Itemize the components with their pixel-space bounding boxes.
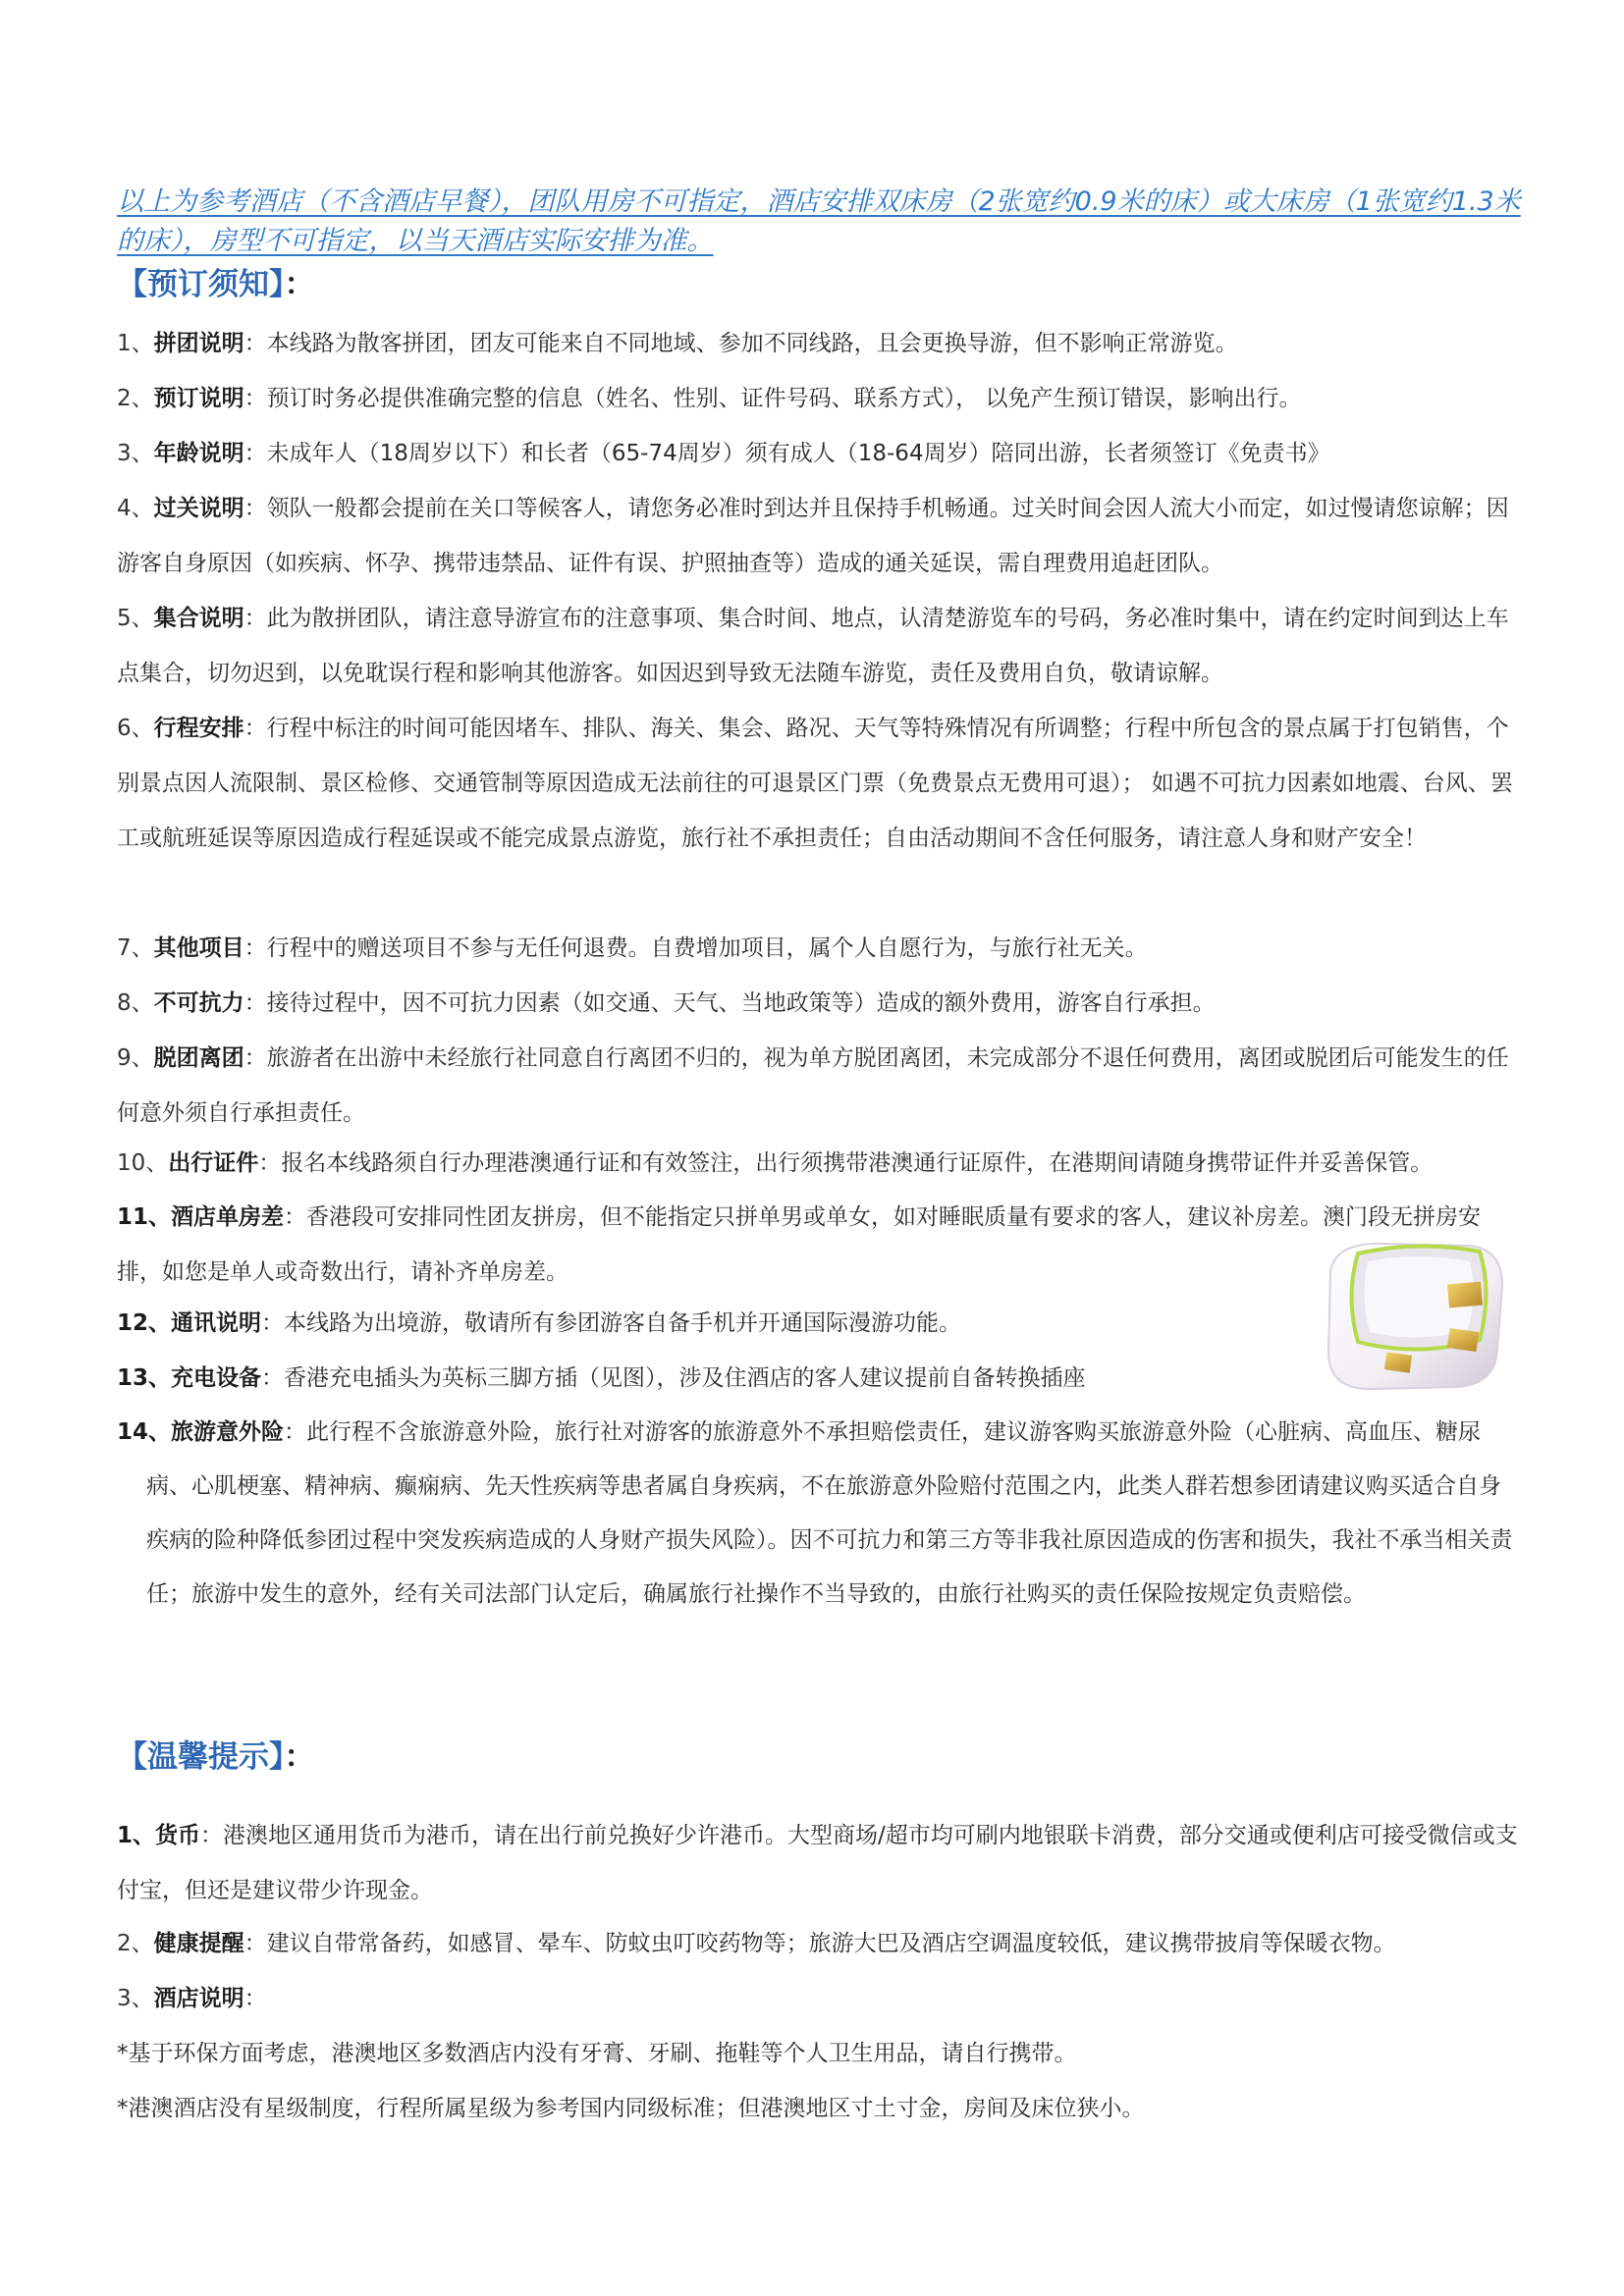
tips-item-3 <box>117 1971 1521 2026</box>
booking-item-8 <box>117 976 1521 1031</box>
item-number: 1、 <box>117 1823 156 1848</box>
item-text: ：领队一般都会提前在关口等候客人，请您务必准时到达并且保持手机畅通。过关时间会因人流大小而定，如过慢请您谅解；因游客自身原因（如疾病、怀孕、携带违禁品、证件有误、护照抽查等）造成的通关延误，需自理费用追赶团队。 <box>117 496 1509 576</box>
booking-item-1 <box>117 316 1521 371</box>
item-label: 脱团离团 <box>153 1045 244 1071</box>
item-number: 10、 <box>117 1150 169 1176</box>
item-text: ：建议自带常备药，如感冒、晕车、防蚊虫叮咬药物等；旅游大巴及酒店空调温度较低，建议携带披肩等保暖衣物。 <box>244 1931 1396 1956</box>
item-label: 其他项目 <box>153 935 244 961</box>
item-text: ：此行程不含旅游意外险，旅行社对游客的旅游意外不承担赔偿责任，建议游客购买旅游意外险（心脏病、高血压、糖尿病、心肌梗塞、精神病、癫痫病、先天性疾病等患者属自身疾病，不在旅游意外险赔付范围之内，此类人群若想参团请建议购买适合自身疾病的险种降低参团过程中突发疾病造成的人身财产损失风险）。因不可抗力和第三方等非我社原因造成的伤害和损失，我社不承当相关责任；旅游中发生的意外，经有关司法部门认定后，确属旅行社操作不当导致的，由旅行社购买的责任保险按规定负责赔偿。 <box>146 1419 1513 1607</box>
item-text: ：报名本线路须自行办理港澳通行证和有效签注，出行须携带港澳通行证原件，在港期间请随身携带证件并妥善保管。 <box>258 1150 1434 1176</box>
uk-plug-adapter-image <box>1301 1232 1537 1399</box>
item-text: ：本线路为散客拼团，团友可能来自不同地域、参加不同线路，且会更换导游，但不影响正常游览。 <box>244 331 1238 356</box>
item-text: ：接待过程中，因不可抗力因素（如交通、天气、当地政策等）造成的额外费用，游客自行承担。 <box>244 990 1216 1016</box>
booking-item-13 <box>117 1351 1285 1406</box>
item-label: 酒店说明 <box>153 1986 244 2011</box>
item-text: ：香港段可安排同性团友拼房，但不能指定只拼单男或单女，如对睡眠质量有要求的客人，建议补房差。澳门段无拼房安排，如您是单人或奇数出行，请补齐单房差。 <box>117 1204 1482 1285</box>
item-number: 6、 <box>117 716 154 741</box>
booking-title-text: 【预订须知】 <box>117 267 285 302</box>
tips-item-1 <box>117 1808 1521 1918</box>
item-number: 8、 <box>117 990 154 1016</box>
item-number: 1、 <box>117 331 154 356</box>
item-label: 不可抗力 <box>153 990 244 1016</box>
item-text: ： <box>244 1986 267 2011</box>
item-number: 2、 <box>117 386 154 411</box>
item-label: 预订说明 <box>153 386 244 411</box>
item-label: 行程安排 <box>153 716 244 741</box>
item-label: 年龄说明 <box>153 441 244 466</box>
tips-section-title <box>117 1735 315 1779</box>
item-label: 通讯说明 <box>171 1310 262 1336</box>
item-number: 3、 <box>117 1986 154 2011</box>
hotel-reference-note: 以上为参考酒店（不含酒店早餐），团队用房不可指定，酒店安排双床房（2张宽约0.9米的床）或大床房（1张宽约1.3米的床），房型不可指定，以当天酒店实际安排为准。 <box>117 187 1521 256</box>
item-label: 充电设备 <box>171 1365 262 1391</box>
booking-item-3 <box>117 426 1521 481</box>
booking-item-2 <box>117 371 1521 426</box>
booking-item-12 <box>117 1296 1275 1351</box>
item-text: ：预订时务必提供准确完整的信息（姓名、性别、证件号码、联系方式）， 以免产生预订错误，影响出行。 <box>244 386 1302 411</box>
item-label: 过关说明 <box>153 496 244 521</box>
item-text: ：港澳地区通用货币为港币，请在出行前兑换好少许港币。大型商场/超市均可刷内地银联卡消费，部分交通或便利店可接受微信或支付宝，但还是建议带少许现金。 <box>117 1823 1518 1903</box>
booking-item-4 <box>117 481 1521 591</box>
item-label: 旅游意外险 <box>171 1419 285 1445</box>
item-number: 5、 <box>117 606 154 631</box>
booking-item-5 <box>117 591 1521 701</box>
item-number: 4、 <box>117 496 154 521</box>
item-number: 9、 <box>117 1045 154 1071</box>
hotel-note-2: *港澳酒店没有星级制度，行程所属星级为参考国内同级标准；但港澳地区寸土寸金，房间及床位狭小。 <box>117 2096 1145 2121</box>
item-label: 拼团说明 <box>153 331 244 356</box>
item-text: ：本线路为出境游，敬请所有参团游客自备手机并开通国际漫游功能。 <box>261 1310 962 1336</box>
item-number: 3、 <box>117 441 154 466</box>
item-text: ：行程中的赠送项目不参与无任何退费。自费增加项目，属个人自愿行为，与旅行社无关。 <box>244 935 1148 961</box>
item-text: ：香港充电插头为英标三脚方插（见图），涉及住酒店的客人建议提前自备转换插座 <box>261 1365 1086 1391</box>
tips-title-colon: ： <box>284 1739 315 1775</box>
item-label: 出行证件 <box>168 1150 259 1176</box>
item-number: 11、 <box>117 1204 172 1230</box>
item-label: 酒店单房差 <box>171 1204 285 1230</box>
item-text: ：行程中标注的时间可能因堵车、排队、海关、集会、路况、天气等特殊情况有所调整；行程中所包含的景点属于打包销售，个别景点因人流限制、景区检修、交通管制等原因造成无法前往的可退景区门票（免费景点无费用可退）； 如遇不可抗力因素如地震、台风、罢工或航班延误等原因造成行程延误或不能完成景点游览，旅行社不承担责任；自由活动期间不含任何服务，请注意人身和财产安全！ <box>117 716 1513 851</box>
booking-section-title <box>117 263 315 306</box>
booking-item-9 <box>117 1031 1521 1141</box>
item-label: 健康提醒 <box>153 1931 244 1956</box>
tips-item-2 <box>117 1916 1521 1971</box>
item-number: 2、 <box>117 1931 154 1956</box>
item-number: 13、 <box>117 1365 172 1391</box>
booking-item-10 <box>117 1136 1521 1191</box>
item-number: 14、 <box>117 1419 172 1445</box>
item-label: 货币 <box>155 1823 201 1848</box>
item-label: 集合说明 <box>153 606 244 631</box>
item-text: ：旅游者在出游中未经旅行社同意自行离团不归的，视为单方脱团离团，未完成部分不退任何费用，离团或脱团后可能发生的任何意外须自行承担责任。 <box>117 1045 1509 1126</box>
booking-item-6 <box>117 701 1521 866</box>
tips-title-text: 【温馨提示】 <box>117 1739 285 1775</box>
item-number: 7、 <box>117 935 154 961</box>
hotel-note-1: *基于环保方面考虑，港澳地区多数酒店内没有牙膏、牙刷、拖鞋等个人卫生用品，请自行携带。 <box>117 2041 1077 2066</box>
booking-title-colon: ： <box>284 267 315 302</box>
booking-item-14 <box>117 1406 1521 1622</box>
item-text: ：未成年人（18周岁以下）和长者（65-74周岁）须有成人（18-64周岁）陪同出游，长者须签订《免责书》 <box>244 441 1330 466</box>
item-number: 12、 <box>117 1310 172 1336</box>
item-text: ：此为散拼团队，请注意导游宣布的注意事项、集合时间、地点，认清楚游览车的号码，务必准时集中，请在约定时间到达上车点集合，切勿迟到，以免耽误行程和影响其他游客。如因迟到导致无法随车游览，责任及费用自负，敬请谅解。 <box>117 606 1509 686</box>
booking-item-7 <box>117 921 1521 976</box>
